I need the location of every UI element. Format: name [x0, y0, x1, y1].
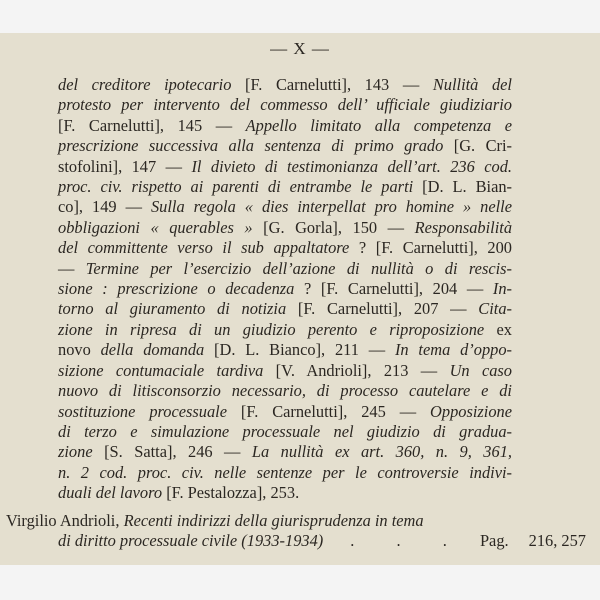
italic-title-segment: protesto per intervento del commesso dell’ ufficiale giudiziario: [58, 95, 512, 115]
text-line: [58, 136, 512, 156]
italic-title-segment: La nullità ex art. 360, n. 9, 361,: [251, 442, 512, 462]
text-line: [58, 483, 512, 503]
text-line: [58, 238, 512, 258]
italic-title-segment: In tema d’oppo-: [394, 340, 512, 360]
italic-title-segment: del creditore ipotecario: [58, 75, 232, 94]
text-line: [58, 463, 512, 483]
leader-dots: [323, 531, 480, 551]
text-line: [58, 422, 512, 442]
italic-title-segment: Sulla regola « dies interpellat pro homine » nelle: [150, 197, 513, 217]
text-line: [58, 177, 512, 197]
italic-title-segment: zione: [58, 442, 93, 462]
italic-title-segment: Responsabilità: [414, 217, 513, 237]
page-numbers: 216, 257: [528, 531, 586, 551]
text-line: [58, 402, 512, 422]
italic-title-segment: proc. civ. rispetto ai parenti di entrambe le parti: [58, 177, 414, 197]
entry-first-line: [6, 511, 586, 531]
italic-title-segment: zione in ripresa di un giudizio perento e riproposizione: [58, 319, 485, 339]
italic-title-segment: Nullità del: [432, 75, 512, 94]
index-entry-continuation: [58, 75, 512, 504]
text-segment: [G. Gorla], 150 —: [252, 217, 415, 237]
italic-title-segment: nuovo di litisconsorzio necessario, di processo cautelare e di: [58, 381, 512, 401]
italic-title-segment: della domanda: [100, 340, 205, 360]
text-segment: co], 149 —: [58, 197, 151, 217]
italic-title-segment: prescrizione successiva alla sentenza di primo grado: [58, 136, 444, 156]
text-segment: [F. Carnelutti], 207 —: [286, 299, 479, 319]
text-segment: ? [F. Carnelutti], 204 —: [294, 279, 493, 299]
text-segment: [F. Carnelutti], 145 —: [58, 115, 246, 135]
text-segment: [D. L. Bian-: [413, 177, 513, 197]
page-header: — X —: [270, 39, 330, 58]
italic-title-segment: Appello limitato alla competenza e: [245, 115, 512, 135]
text-line: [58, 116, 512, 136]
text-segment: novo: [58, 340, 101, 360]
text-line: [58, 157, 512, 177]
text-line: [58, 320, 512, 340]
text-line: [58, 218, 512, 238]
italic-title-segment: sostituzione processuale: [58, 401, 228, 421]
book-page: [0, 33, 600, 565]
italic-title-segment: sizione contumaciale tardiva: [58, 360, 264, 380]
text-segment: ex: [484, 319, 512, 339]
text-segment: [V. Andrioli], 213 —: [263, 360, 450, 380]
text-line: [58, 361, 512, 381]
italic-title-segment: di terzo e simulazione processuale nel giudizio di gradua-: [58, 421, 512, 441]
text-segment: [G. Cri-: [443, 136, 512, 156]
leader-dot: .: [396, 531, 401, 551]
entry-author: Virgilio Andrioli,: [6, 511, 120, 530]
italic-title-segment: n. 2 cod. proc. civ. nelle sentenze per le controversie indivi-: [58, 462, 512, 482]
leader-dot: .: [350, 531, 355, 551]
italic-title-segment: Cita-: [478, 299, 512, 319]
text-line: [58, 340, 512, 360]
italic-title-segment: Il divieto di testimonianza dell’art. 236 cod.: [191, 156, 512, 176]
leader-dot: .: [442, 531, 447, 551]
text-segment: ? [F. Carnelutti], 200: [349, 238, 512, 258]
italic-title-segment: del committente verso il sub appaltatore: [58, 238, 350, 258]
italic-title-segment: torno al giuramento di notizia: [58, 299, 287, 319]
text-segment: [F. Pestalozza], 253.: [162, 483, 300, 503]
text-line: [58, 95, 512, 115]
italic-title-segment: Un caso: [449, 360, 513, 380]
text-line: [58, 299, 512, 319]
entry-title-part1: Recenti indirizzi della giurisprudenza in tema: [123, 511, 424, 530]
entry-title-part2: di diritto processuale civile (1933-1934): [58, 531, 324, 551]
text-line: [58, 381, 512, 401]
text-line: [58, 279, 512, 299]
text-segment: stofolini], 147 —: [58, 156, 192, 176]
text-segment: —: [58, 258, 86, 278]
text-segment: [S. Satta], 246 —: [92, 442, 252, 462]
text-line: [58, 259, 512, 279]
text-line: [58, 197, 512, 217]
italic-title-segment: obbligazioni « querables »: [58, 217, 253, 237]
text-line: [58, 75, 512, 95]
text-segment: [F. Carnelutti], 245 —: [227, 401, 431, 421]
text-segment: [F. Carnelutti], 143 —: [231, 75, 433, 94]
pag-label: Pag.: [479, 531, 509, 551]
italic-title-segment: duali del lavoro: [58, 483, 163, 503]
text-segment: [D. L. Bianco], 211 —: [204, 340, 395, 360]
index-entry-andrioli: [6, 511, 586, 552]
entry-second-line: [58, 531, 586, 551]
text-line: [58, 442, 512, 462]
italic-title-segment: Termine per l’esercizio dell’azione di nullità o di rescis-: [85, 258, 512, 278]
italic-title-segment: Opposizione: [430, 401, 512, 421]
italic-title-segment: sione : prescrizione o decadenza: [58, 279, 295, 299]
italic-title-segment: In-: [492, 279, 512, 299]
